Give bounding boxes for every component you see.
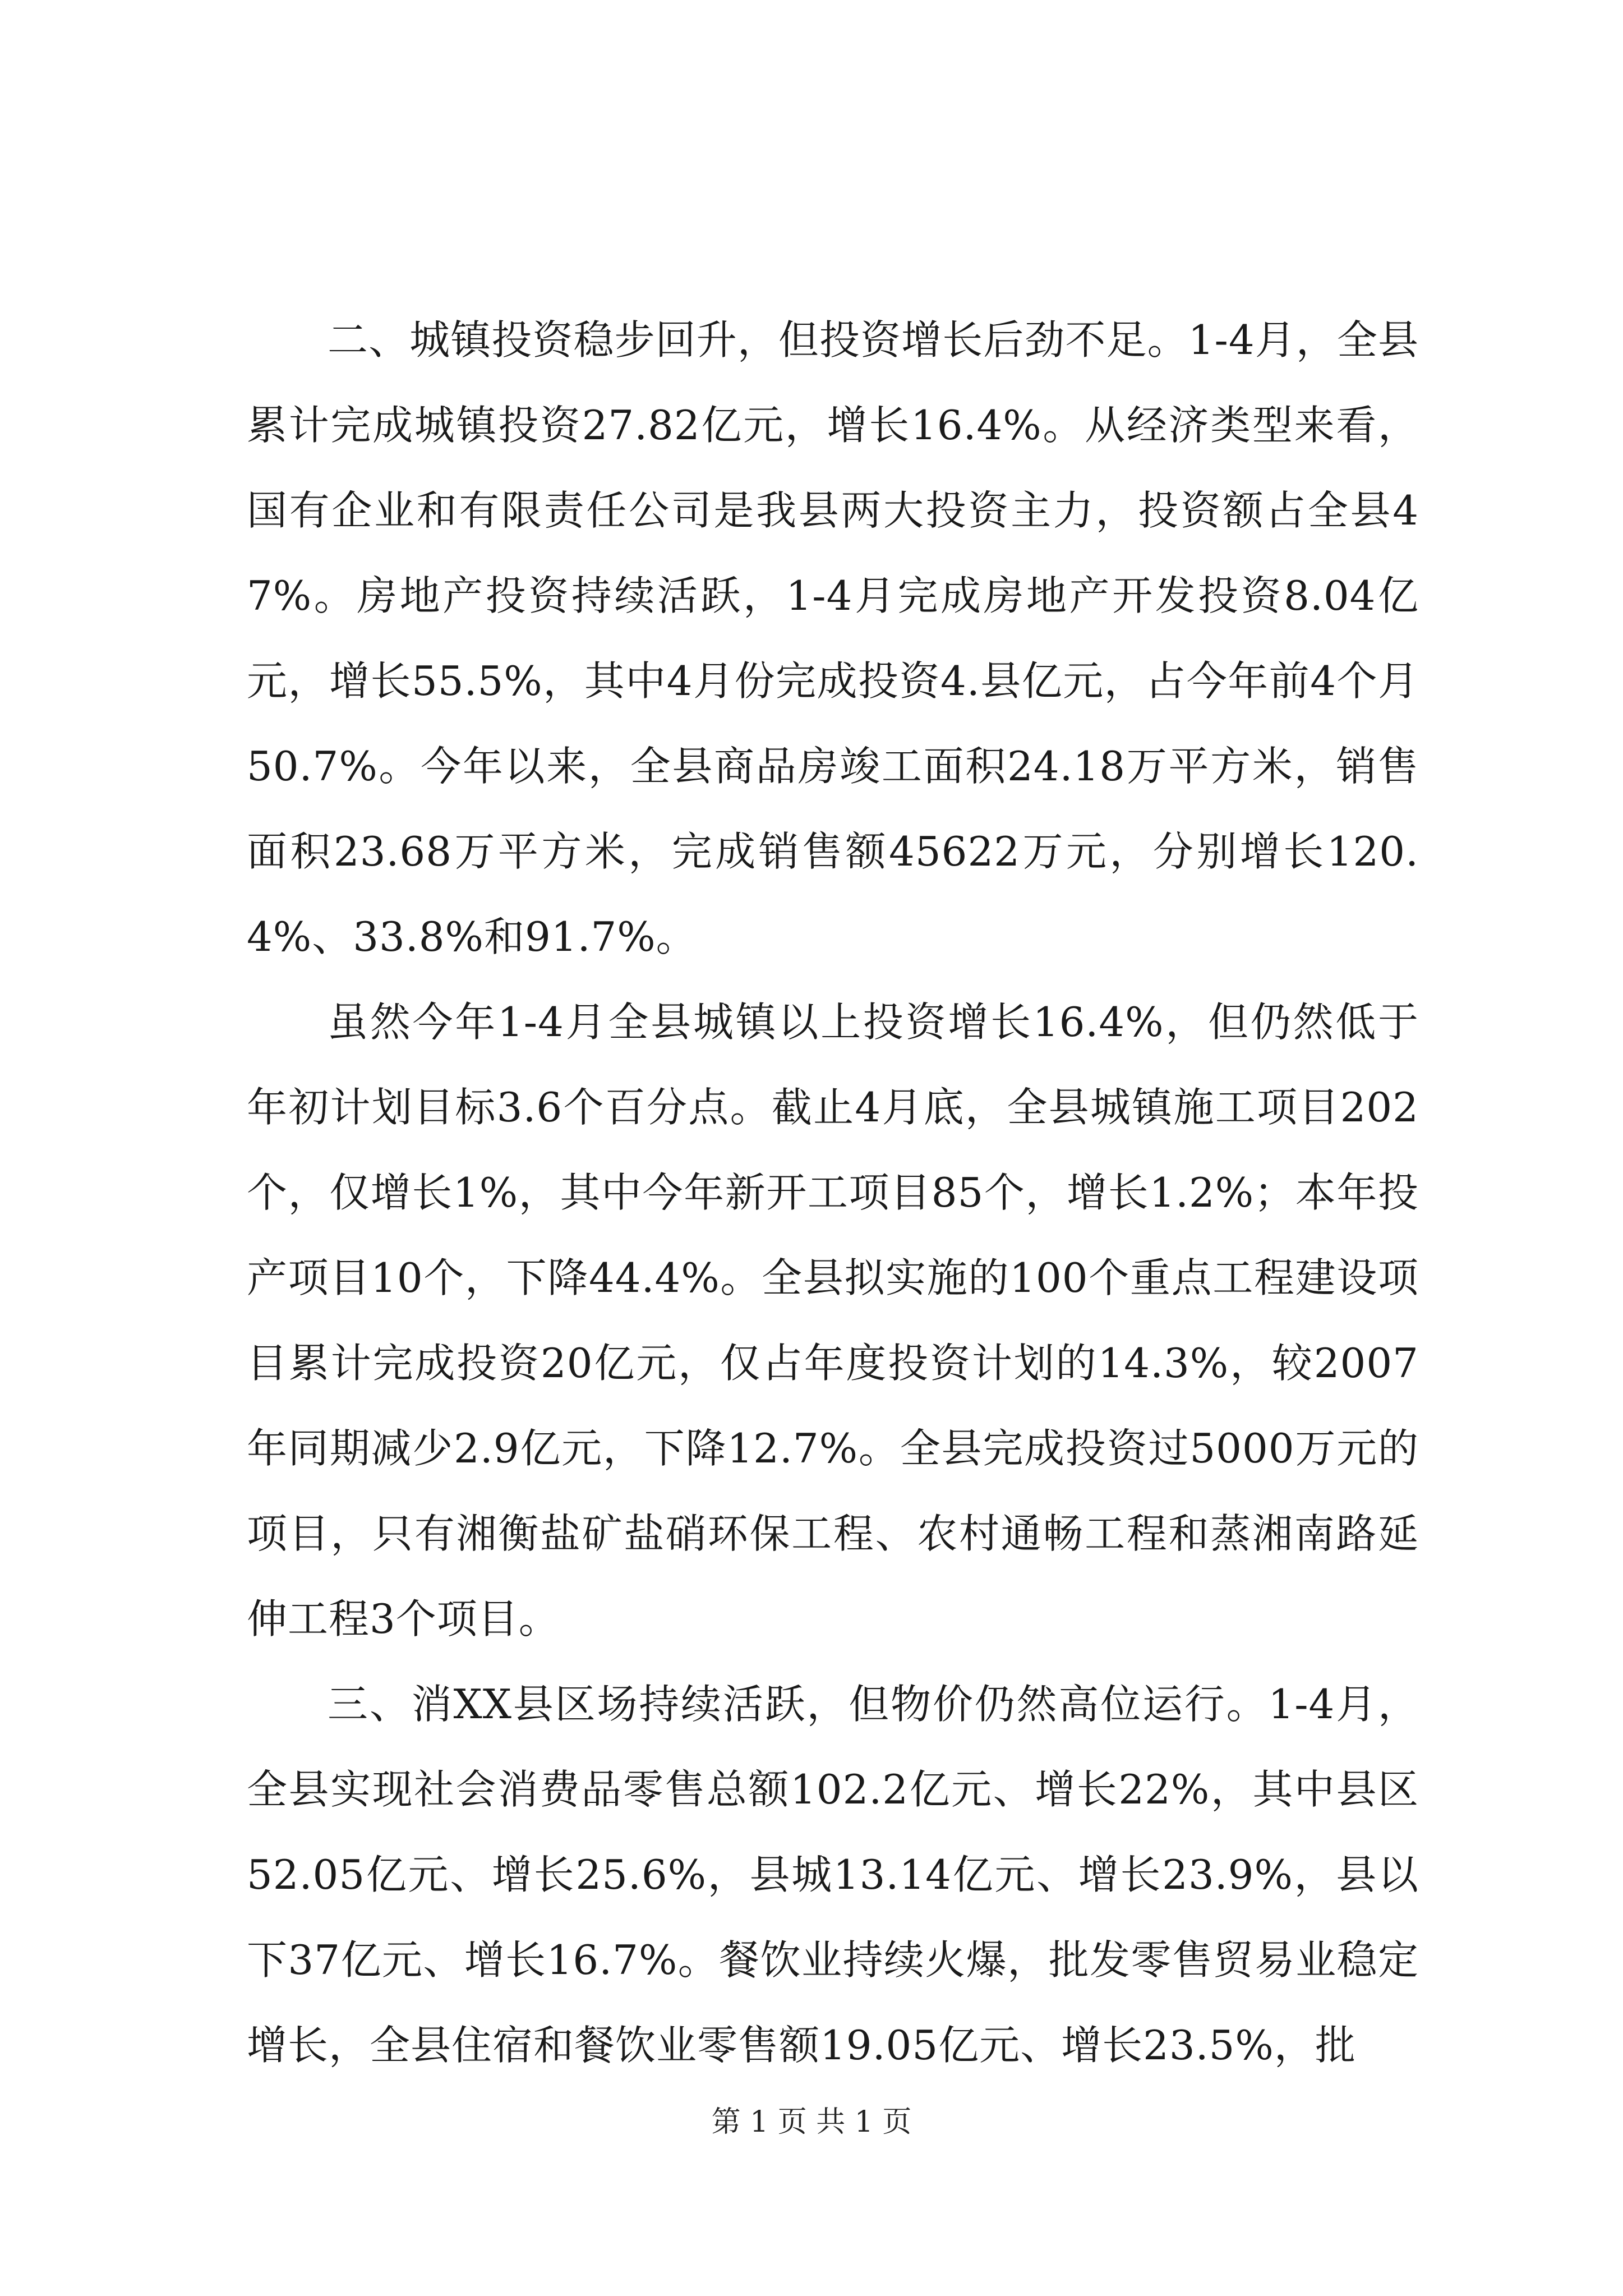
paragraph-investment: 二、城镇投资稳步回升，但投资增长后劲不足。1-4月，全县累计完成城镇投资27.82亿元，增长16.4%。从经济类型来看，国有企业和有限责任公司是我县两大投资主力，投资额占全县47%。房地产投资持续活跃，1-4月完成房地产开发投资8.04亿元，增长55.5%，其中4月份完成投资4.县亿元，占今年前4个月50.7%。今年以来，全县商品房竣工面积24.18万平方米，销售面积23.68万平方米，完成销售额45622万元，分别增长120.4%、33.8%和91.7%。 (247, 316, 1419, 960)
page-footer: 第 1 页 共 1 页 (711, 2105, 912, 2139)
paragraph-investment-shortfall: 虽然今年1-4月全县城镇以上投资增长16.4%，但仍然低于年初计划目标3.6个百分点。截止4月底，全县城镇施工项目202个，仅增长1%，其中今年新开工项目85个，增长1.2%；本年投产项目10个，下降44.4%。全县拟实施的100个重点工程建设项目累计完成投资20亿元，仅占年度投资计划的14.3%，较2007年同期减少2.9亿元，下降12.7%。全县完成投资过5000万元的项目，只有湘衡盐矿盐硝环保工程、农村通畅工程和蒸湘南路延伸工程3个项目。 (247, 999, 1419, 1642)
paragraph-consumption: 三、消XX县区场持续活跃，但物价仍然高位运行。1-4月，全县实现社会消费品零售总额102.2亿元、增长22%，其中县区52.05亿元、增长25.6%，县城13.14亿元、增长23.9%，县以下37亿元、增长16.7%。餐饮业持续火爆，批发零售贸易业稳定增长，全县住宿和餐饮业零售额19.05亿元、增长23.5%，批 (247, 1681, 1419, 2069)
document-body (247, 297, 1419, 2088)
